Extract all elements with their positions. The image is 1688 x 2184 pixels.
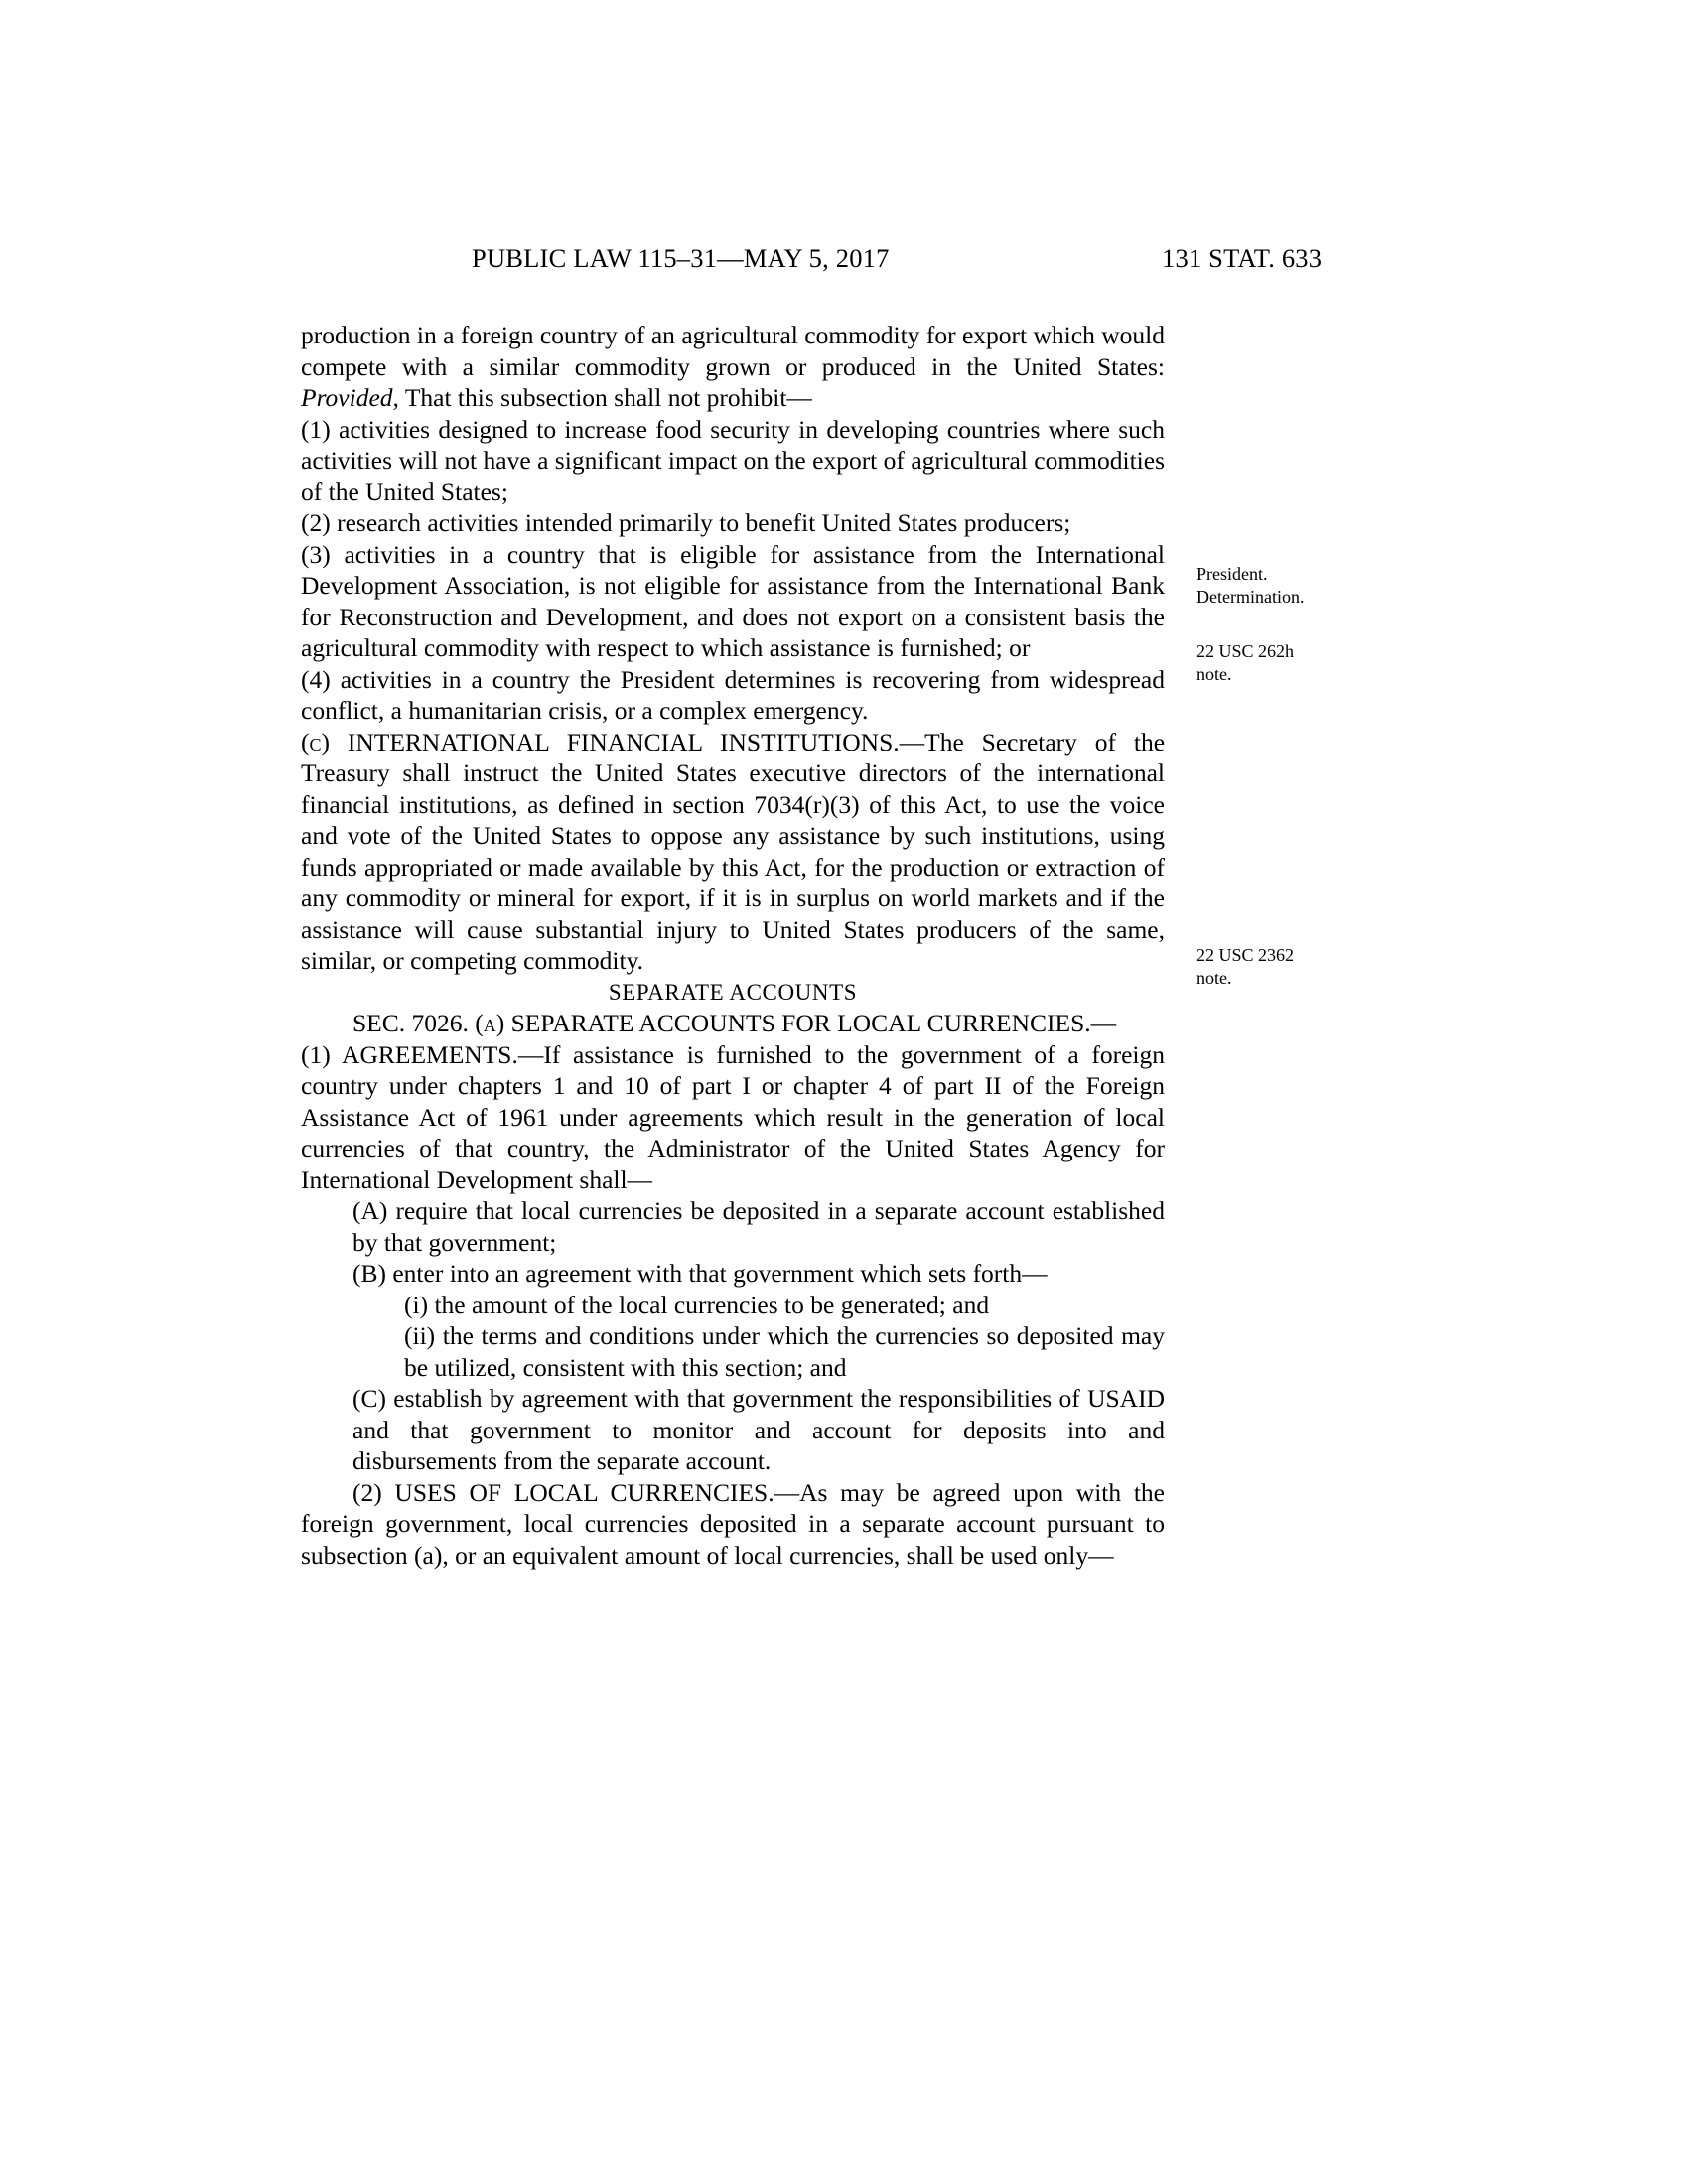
margin-note-usc-262h-line2: note. (1196, 664, 1232, 684)
paragraph-intro-italic: Provided, (301, 383, 399, 412)
list-item-1: (1) activities designed to increase food security in developing countries where such activities will not have a significant impact on the export of agricultural commodities of the United States; (301, 414, 1165, 506)
margin-note-president-line2: Determination. (1196, 587, 1305, 607)
main-text-column (301, 320, 1165, 1570)
list-item-2: (2) research activities intended primarily to benefit United States producers; (301, 508, 1071, 537)
paragraph-a2 (301, 1477, 1165, 1571)
margin-note-usc-262h (1196, 640, 1484, 686)
paragraph-a1-heading: (1) AGREEMENTS.— (301, 1039, 544, 1069)
list-item-4: (4) activities in a country the President determines is recovering from widespread conflict, a humanitarian crisis, or a complex emergency. (301, 664, 1165, 725)
subsection-c-text: The Secretary of the Treasury shall instruct the United States executive directors of the international financial institutions, as defined in section 7034(r)(3) of this Act, to use the voice and vote of the United States to oppose any assistance by such institutions, using funds appropriated or made available by this Act, for the production or extraction of any commodity or mineral for export, if it is in surplus on world markets and if the assistance will cause substantial injury to United States producers of the same, similar, or competing commodity. (301, 727, 1166, 975)
clause-B-i: (i) the amount of the local currencies to be generated; and (404, 1290, 990, 1319)
sec-7026-heading (301, 1008, 1165, 1039)
subparagraph-C: (C) establish by agreement with that government the responsibilities of USAID and that government to monitor and account for deposits into and disbursements from the separate account. (352, 1384, 1165, 1475)
running-head-law: PUBLIC LAW 115–31—MAY 5, 2017 (472, 243, 890, 273)
sec-7026-heading-text: SEC. 7026. (a) SEPARATE ACCOUNTS FOR LOCAL CURRENCIES.— (352, 1009, 1117, 1037)
subparagraph-A: (A) require that local currencies be deposited in a separate account established by that government; (352, 1196, 1165, 1257)
paragraph-a1 (301, 1039, 1165, 1196)
subsection-c-heading: (c) INTERNATIONAL FINANCIAL INSTITUTIONS.— (301, 727, 925, 756)
paragraph-intro-text: production in a foreign country of an agricultural commodity for export which would compete with a similar commodity grown or produced in the United States: (301, 321, 1165, 381)
section-heading: SEPARATE ACCOUNTS (608, 979, 858, 1005)
paragraph-a1-text: If assistance is furnished to the government of a foreign country under chapters 1 and 10 of part I or chapter 4 of part II of the Foreign Assistance Act of 1961 under agreements which result in the generation of local currencies of that country, the Administrator of the United States Agency for International Development shall— (301, 1039, 1166, 1194)
subsection-c (301, 727, 1165, 977)
paragraph-a2-text: As may be agreed upon with the foreign government, local currencies deposited in a separate account pursuant to subsection (a), or an equivalent amount of local currencies, shall be used only— (301, 1477, 1165, 1570)
margin-note-usc-262h-line1: 22 USC 262h (1196, 641, 1295, 661)
list-item-3: (3) activities in a country that is eligible for assistance from the International Development Association, is not eligible for assistance from the International Bank for Reconstruction and Development, and does not export on a consistent basis the agricultural commodity with respect to which assistance is furnished; or (301, 539, 1165, 662)
paragraph-intro-end: That this subsection shall not prohibit— (398, 383, 812, 412)
paragraph-intro (301, 320, 1165, 414)
subparagraph-B: (B) enter into an agreement with that government which sets forth— (352, 1259, 1048, 1288)
running-head-stat: 131 STAT. 633 (1162, 243, 1323, 273)
margin-note-president-line1: President. (1196, 564, 1268, 584)
clause-B-ii: (ii) the terms and conditions under which the currencies so deposited may be utilized, consistent with this section; and (404, 1321, 1165, 1382)
margin-note-usc-2362-line1: 22 USC 2362 (1196, 945, 1295, 965)
paragraph-a2-heading: (2) USES OF LOCAL CURRENCIES.— (352, 1477, 800, 1507)
margin-note-president (1196, 563, 1484, 609)
margin-note-usc-2362-line2: note. (1196, 968, 1232, 988)
margin-note-usc-2362 (1196, 944, 1484, 990)
